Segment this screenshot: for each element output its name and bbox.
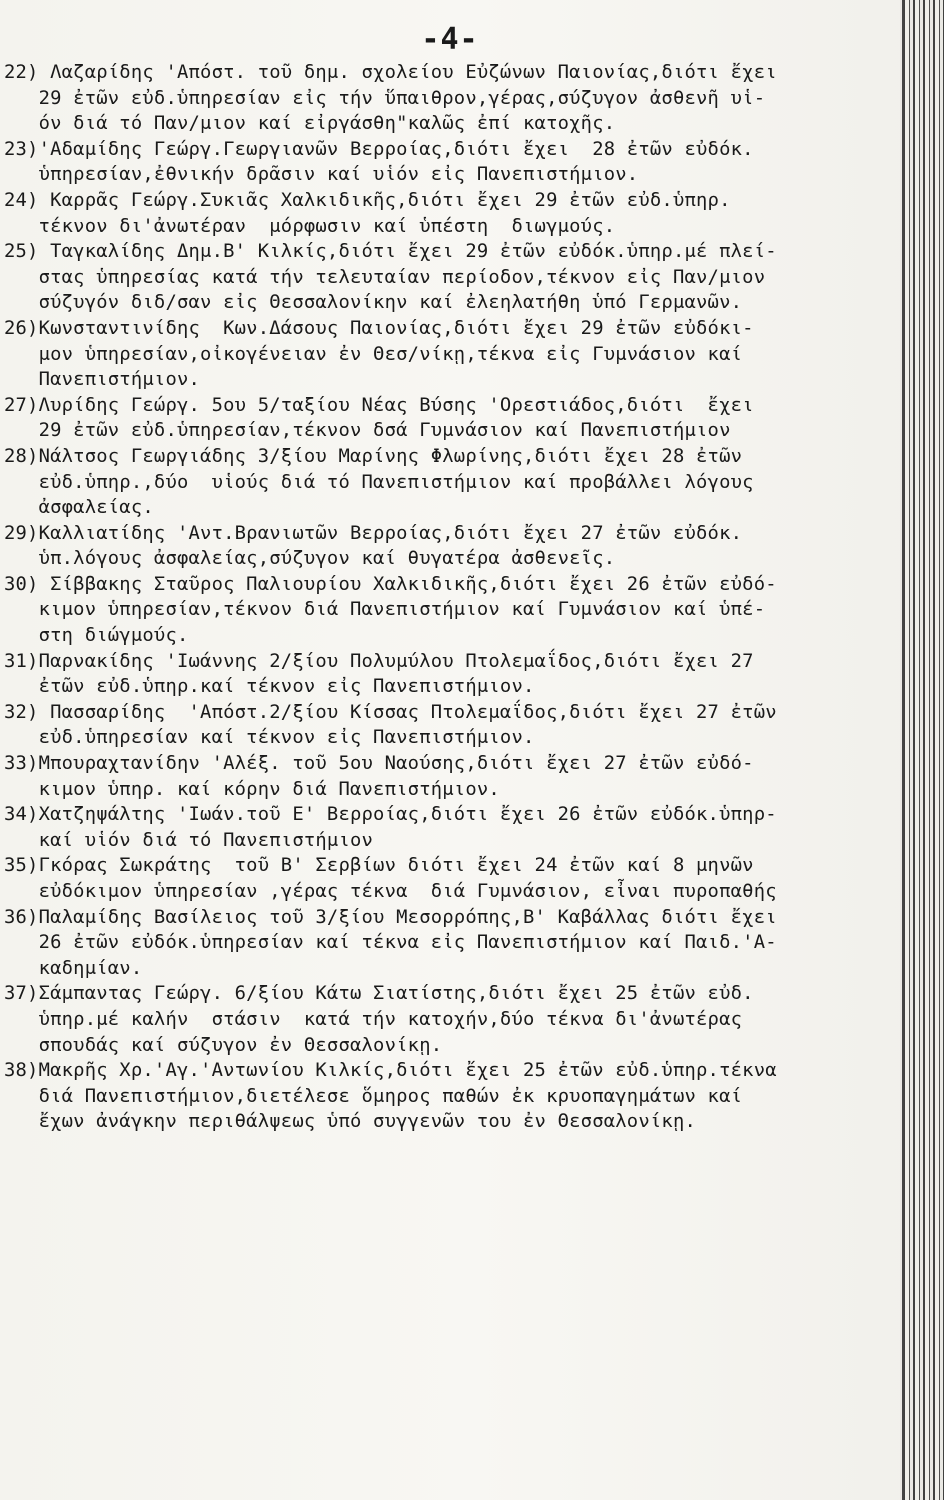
text-line: ἔχων ἀνάγκην περιθάλψεως ὑπό συγγενῶν του ἐν Θεσσαλονίκῃ. (3, 1110, 697, 1133)
text-line: τέκνον δι'ἀνωτέραν μόρφωσιν καί ὑπέστη διωγμούς. (3, 214, 616, 237)
text-line: στας ὑπηρεσίας κατά τήν τελευταίαν περίοδον,τέκνον εἰς Παν/μιον (3, 265, 766, 288)
text-line: διά Πανεπιστήμιον,διετέλεσε ὅμηρος παθών ἐκ κρυοπαγημάτων καί (3, 1084, 743, 1107)
text-line: καί υἱόν διά τό Πανεπιστήμιον (3, 828, 374, 851)
list-item (0, 905, 900, 982)
text-line: 33)Μπουραχτανίδην 'Αλέξ. τοῦ 5ου Ναούσης,διότι ἔχει 27 ἐτῶν εὐδό- (3, 752, 754, 775)
text-line: σύζυγόν διδ/σαν εἰς Θεσσαλονίκην καί ἐλεηλατήθη ὑπό Γερμανῶν. (3, 291, 743, 314)
text-line: κιμον ὑπηρεσίαν,τέκνον διά Πανεπιστήμιον καί Γυμνάσιον καί ὑπέ- (3, 598, 766, 621)
text-line: 29 ἐτῶν εὐδ.ὑπηρεσίαν,τέκνον δσά Γυμνάσιον καί Πανεπιστήμιον (3, 419, 731, 442)
text-line: Πανεπιστήμιον. (3, 368, 201, 391)
text-line: 34)Χατζηψάλτης 'Ιωάν.τοῦ Ε' Βερροίας,διότι ἔχει 26 ἐτῶν εὐδόκ.ὑπηρ- (3, 803, 777, 826)
page-number: -4- (421, 22, 479, 57)
list-item (0, 981, 900, 1058)
list-item (0, 802, 900, 853)
text-line: ἀσφαλείας. (3, 496, 154, 519)
list-item (0, 572, 900, 649)
binding-line (902, 0, 904, 1500)
list-item (0, 700, 900, 751)
text-line: 30) Σίββακης Σταῦρος Παλιουρίου Χαλκιδικῆς,διότι ἔχει 26 ἐτῶν εὐδό- (3, 572, 777, 595)
list-item (0, 521, 900, 572)
text-line: 29 ἐτῶν εὐδ.ὑπηρεσίαν εἰς τήν ὕπαιθρον,γέρας,σύζυγον ἀσθενῆ υἱ- (3, 86, 766, 109)
list-item (0, 751, 900, 802)
text-line: 28)Νάλτσος Γεωργιάδης 3/ξίου Μαρίνης Φλωρίνης,διότι ἔχει 28 ἐτῶν (3, 444, 743, 467)
text-line: 25) Ταγκαλίδης Δημ.Β' Κιλκίς,διότι ἔχει 29 ἐτῶν εὐδόκ.ὑπηρ.μέ πλεί- (3, 240, 777, 263)
text-line: ἐτῶν εὐδ.ὑπηρ.καί τέκνον εἰς Πανεπιστήμιον. (3, 675, 535, 698)
text-line: σπουδάς καί σύζυγον ἐν Θεσσαλονίκῃ. (3, 1033, 443, 1056)
list-item (0, 316, 900, 393)
text-line: ὑπ.λόγους ἀσφαλείας,σύζυγον καί θυγατέρα ἀσθενεῖς. (3, 547, 616, 570)
list-item (0, 137, 900, 188)
text-line: 31)Παρνακίδης 'Ιωάννης 2/ξίου Πολυμύλου Πτολεμαΐδος,διότι ἔχει 27 (3, 649, 754, 672)
text-line: ὑπηρεσίαν,ἐθνικήν δρᾶσιν καί υἱόν εἰς Πανεπιστήμιον. (3, 163, 639, 186)
document-body (0, 60, 900, 1135)
text-line: 26 ἐτῶν εὐδόκ.ὑπηρεσίαν καί τέκνα εἰς Πανεπιστήμιον καί Παιδ.'Α- (3, 931, 777, 954)
text-line: 22) Λαζαρίδης 'Απόστ. τοῦ δημ. σχολείου Εὐζώνων Παιονίας,διότι ἔχει (3, 61, 777, 83)
list-item (0, 444, 900, 521)
text-line: 38)Μακρῆς Χρ.'Αγ.'Αντωνίου Κιλκίς,διότι ἔχει 25 ἐτῶν εὐδ.ὑπηρ.τέκνα (3, 1059, 777, 1082)
list-item (0, 239, 900, 316)
text-line: 24) Καρρᾶς Γεώργ.Συκιᾶς Χαλκιδικῆς,διότι ἔχει 29 ἐτῶν εὐδ.ὑπηρ. (3, 188, 731, 211)
text-line: εὐδ.ὑπηρ.,δύο υἱούς διά τό Πανεπιστήμιον καί προβάλλει λόγους (3, 470, 754, 493)
text-line: 29)Καλλιατίδης 'Αντ.Βρανιωτῶν Βερροίας,διότι ἔχει 27 ἐτῶν εὐδόκ. (3, 521, 743, 544)
text-line: 32) Πασσαρίδης 'Απόστ.2/ξίου Κίσσας Πτολεμαΐδος,διότι ἔχει 27 ἐτῶν (3, 700, 777, 723)
text-line: 23)'Αδαμίδης Γεώργ.Γεωργιανῶν Βερροίας,διότι ἔχει 28 ἐτῶν εὐδόκ. (3, 137, 754, 160)
text-line: μον ὑπηρεσίαν,οἰκογένειαν ἐν Θεσ/νίκῃ,τέκνα εἰς Γυμνάσιον καί (3, 342, 743, 365)
text-line: κιμον ὑπηρ. καί κόρην διά Πανεπιστήμιον. (3, 777, 500, 800)
binding-edge (900, 0, 944, 1500)
list-item (0, 1058, 900, 1135)
text-line: εὐδ.ὑπηρεσίαν καί τέκνον εἰς Πανεπιστήμιον. (3, 726, 535, 749)
text-line: 35)Γκόρας Σωκράτης τοῦ Β' Σερβίων διότι ἔχει 24 ἐτῶν καί 8 μηνῶν (3, 854, 754, 877)
text-line: 36)Παλαμίδης Βασίλειος τοῦ 3/ξίου Μεσορρόπης,Β' Καβάλλας διότι ἔχει (3, 905, 777, 928)
text-line: 27)Λυρίδης Γεώργ. 5ου 5/ταξίου Νέας Βύσης 'Ορεστιάδος,διότι ἔχει (3, 393, 754, 416)
list-item (0, 188, 900, 239)
list-item (0, 649, 900, 700)
text-line: στη διώγμούς. (3, 624, 189, 647)
text-line: εὐδόκιμον ὑπηρεσίαν ,γέρας τέκνα διά Γυμνάσιον, εἶναι πυροπαθής (3, 880, 777, 902)
text-line: 26)Κωνσταντινίδης Κων.Δάσους Παιονίας,διότι ἔχει 29 ἐτῶν εὐδόκι- (3, 316, 754, 339)
text-line: καδημίαν. (3, 956, 143, 979)
list-item (0, 853, 900, 904)
text-line: όν διά τό Παν/μιον καί εἰργάσθη"καλῶς ἐπί κατοχῆς. (3, 112, 616, 135)
list-item (0, 393, 900, 444)
text-line: ὑπηρ.μέ καλήν στάσιν κατά τήν κατοχήν,δύο τέκνα δι'ἀνωτέρας (3, 1007, 743, 1030)
text-line: 37)Σάμπαντας Γεώργ. 6/ξίου Κάτω Σιατίστης,διότι ἔχει 25 ἐτῶν εὐδ. (3, 982, 754, 1005)
list-item (0, 60, 900, 137)
